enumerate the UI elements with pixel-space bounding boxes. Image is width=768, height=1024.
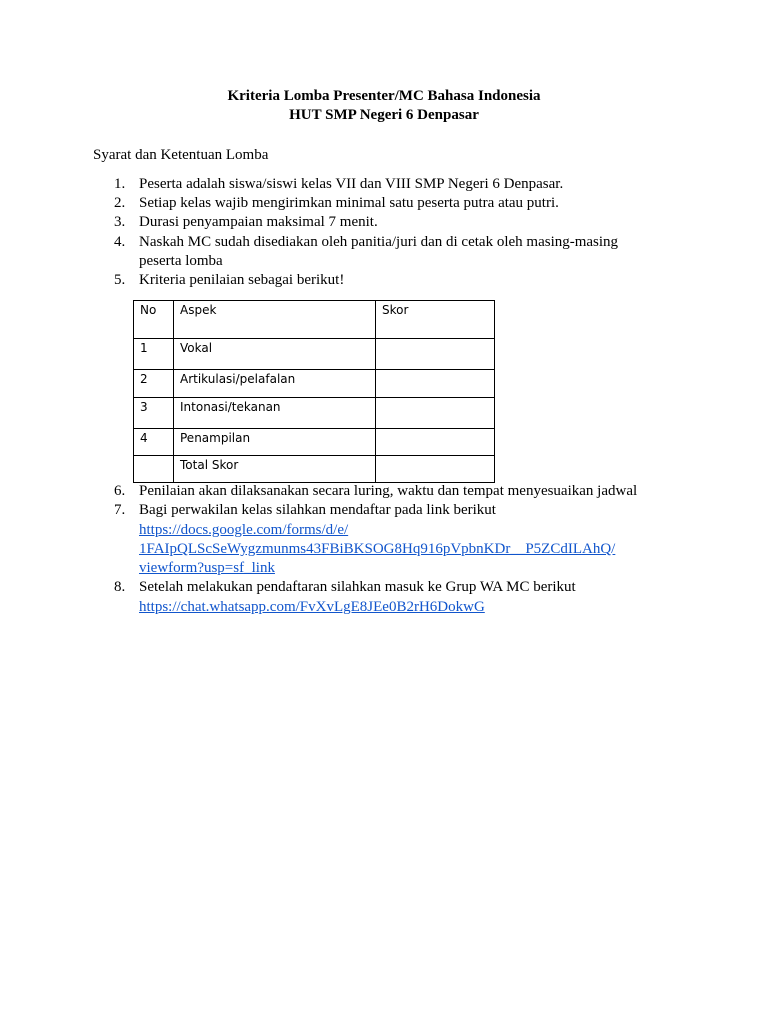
- list-number: 5.: [114, 272, 126, 288]
- table-cell: [376, 429, 495, 456]
- table-cell: [134, 456, 174, 483]
- table-header-cell: Skor: [376, 301, 495, 339]
- list-number: 6.: [114, 483, 126, 499]
- table-cell: Artikulasi/pelafalan: [174, 370, 376, 398]
- document-title-line2: HUT SMP Negeri 6 Denpasar: [289, 107, 479, 123]
- table-cell: [376, 339, 495, 370]
- table-cell: 3: [134, 398, 174, 429]
- list-text: Peserta adalah siswa/siswi kelas VII dan VIII SMP Negeri 6 Denpasar.: [139, 176, 564, 192]
- scoring-table: [133, 300, 495, 483]
- table-cell: 2: [134, 370, 174, 398]
- google-form-link-line3[interactable]: [139, 559, 275, 578]
- list-text: Durasi penyampaian maksimal 7 menit.: [139, 214, 378, 230]
- list-text-continuation: peserta lomba: [139, 253, 223, 269]
- list-text: Setiap kelas wajib mengirimkan minimal satu peserta putra atau putri.: [139, 195, 559, 211]
- table-cell: 4: [134, 429, 174, 456]
- table-row: [134, 398, 495, 429]
- table-row: [134, 429, 495, 456]
- table-cell: [376, 370, 495, 398]
- list-text: Kriteria penilaian sebagai berikut!: [139, 272, 345, 288]
- table-row-total: [134, 456, 495, 483]
- table-row: [134, 339, 495, 370]
- whatsapp-group-link[interactable]: https://chat.whatsapp.com/FvXvLgE8JEe0B2rH6DokwG: [139, 599, 485, 615]
- table-header-row: [134, 301, 495, 339]
- google-form-link[interactable]: https://docs.google.com/forms/d/e/: [139, 522, 349, 538]
- list-text: Bagi perwakilan kelas silahkan mendaftar pada link berikut: [139, 502, 496, 518]
- list-number: 8.: [114, 579, 126, 595]
- list-number: 3.: [114, 214, 126, 230]
- table-cell: Total Skor: [174, 456, 376, 483]
- list-number: 1.: [114, 176, 126, 192]
- table-cell: [376, 398, 495, 429]
- google-form-link[interactable]: 1FAIpQLScSeWygzmunms43FBiBKSOG8Hq916pVpbnKDr__P5ZCdILAhQ/: [139, 541, 616, 557]
- google-form-link-line2[interactable]: [139, 540, 615, 559]
- list-number: 7.: [114, 502, 126, 518]
- table-cell: 1: [134, 339, 174, 370]
- section-heading: Syarat dan Ketentuan Lomba: [93, 147, 269, 163]
- table-cell: Vokal: [174, 339, 376, 370]
- table-cell: Intonasi/tekanan: [174, 398, 376, 429]
- table-header-cell: Aspek: [174, 301, 376, 339]
- table-row: [134, 370, 495, 398]
- table-header-cell: No: [134, 301, 174, 339]
- table-cell: [376, 456, 495, 483]
- list-text: Penilaian akan dilaksanakan secara luring, waktu dan tempat menyesuaikan jadwal: [139, 483, 638, 499]
- google-form-link[interactable]: viewform?usp=sf_link: [139, 560, 275, 576]
- list-text: Setelah melakukan pendaftaran silahkan masuk ke Grup WA MC berikut: [139, 579, 576, 595]
- table-cell: Penampilan: [174, 429, 376, 456]
- whatsapp-link-line[interactable]: [139, 598, 485, 617]
- google-form-link-line1[interactable]: [139, 521, 348, 540]
- document-title-line1: Kriteria Lomba Presenter/MC Bahasa Indonesia: [227, 88, 541, 104]
- list-text: Naskah MC sudah disediakan oleh panitia/juri dan di cetak oleh masing-masing: [139, 234, 619, 250]
- list-number: 2.: [114, 195, 126, 211]
- list-number: 4.: [114, 234, 126, 250]
